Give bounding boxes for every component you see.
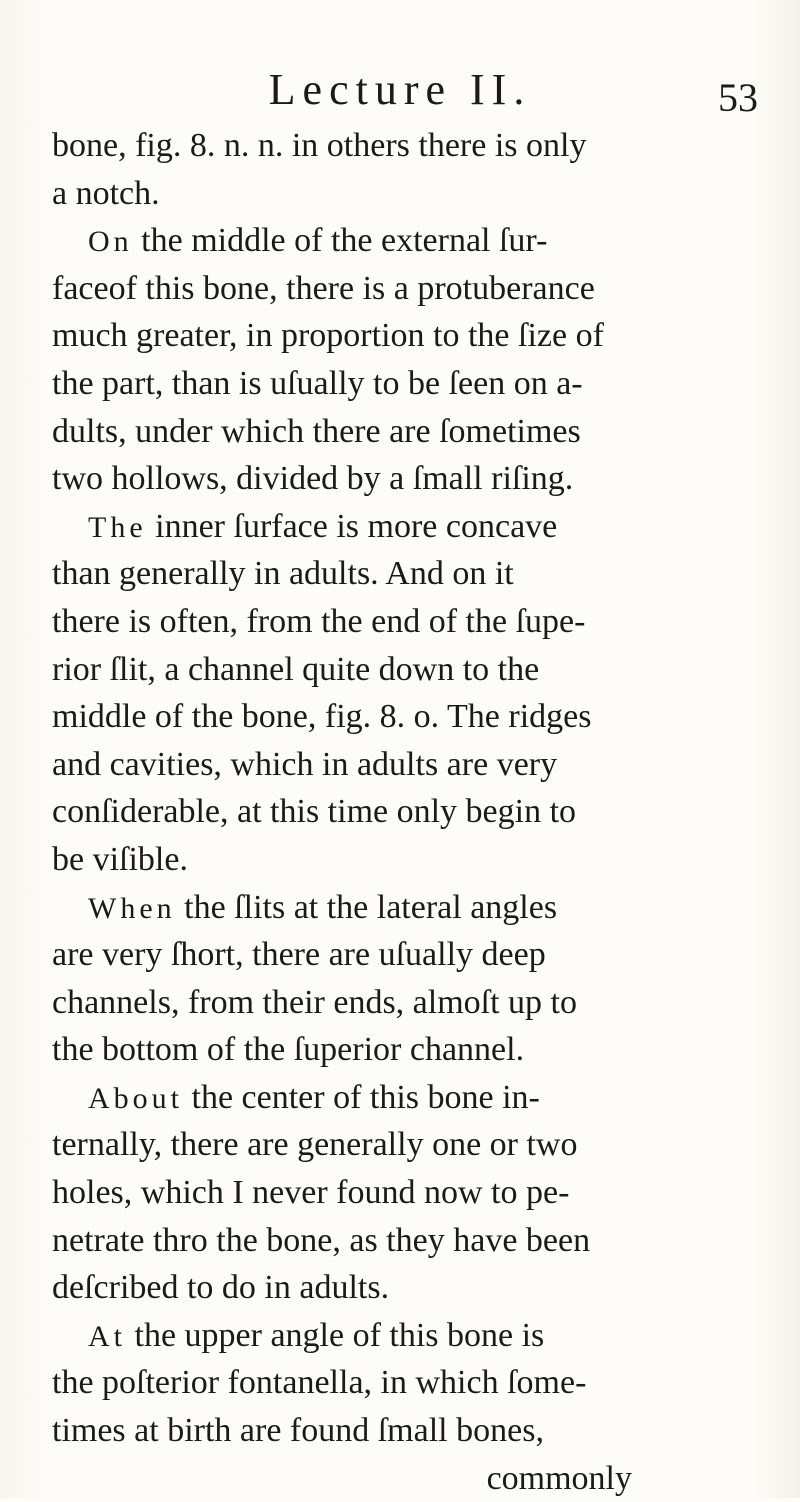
text-line: be viſible. [52,840,188,878]
text-line: there is often, from the end of the ſupe- [52,602,586,640]
text-line: the poſterior fontanella, in which ſome- [52,1364,587,1402]
text-line: are very ſhort, there are uſually deep [52,936,546,974]
text-line [52,217,772,265]
text-line: bone, fig. 8. n. n. in others there is only [52,127,587,164]
text-line: than generally in adults. And on it [52,555,514,593]
text-line: two hollows, divided by a ſmall riſing. [52,460,574,498]
paragraph-lead-word: About [88,1081,183,1115]
body-text [52,122,772,1502]
running-head [140,65,660,114]
line-text: inner ſurface is more concave [146,507,558,545]
text-line: rior ſlit, a channel quite down to the [52,650,540,688]
text-line: middle of the bone, fig. 8. o. The ridges [52,698,592,736]
paragraph-lead-word: On [88,225,133,259]
text-line [52,1074,772,1122]
text-line: the bottom of the ſuperior channel. [52,1031,525,1069]
text-line: netrate thro the bone, as they have been [52,1221,591,1259]
text-line: ternally, there are generally one or two [52,1126,578,1164]
text-line: much greater, in proportion to the ſize of [52,317,604,355]
text-line: faceof this bone, there is a protuberance [52,269,595,307]
text-line: dults, under which there are ſometimes [52,412,581,450]
text-line: channels, from their ends, almoſt up to [52,983,577,1021]
line-text: the upper angle of this bone is [126,1316,545,1354]
line-text: the middle of the external ſur- [132,222,548,260]
text-line [52,503,772,551]
text-line: the part, than is uſually to be ſeen on a- [52,364,583,402]
line-text: the center of this bone in- [183,1078,540,1116]
text-line [52,884,772,932]
text-line: deſcribed to do in adults. [52,1269,390,1307]
page-number: 53 [718,75,758,120]
text-line [52,1312,772,1360]
text-line: a notch. [52,174,160,212]
paragraph-lead-word: The [88,510,147,544]
paragraph-lead-word: At [88,1319,126,1353]
line-text: the ſlits at the lateral angles [175,888,558,926]
text-line: conſiderable, at this time only begin to [52,793,577,831]
catchword: commonly [486,1459,632,1497]
text-line: times at birth are found ſmall bones, [52,1412,544,1450]
text-line: holes, which I never found now to pe- [52,1174,570,1212]
running-title: Lecture II. [268,65,532,114]
text-line: and cavities, which in adults are very [52,745,558,783]
paragraph-lead-word: When [88,891,176,925]
